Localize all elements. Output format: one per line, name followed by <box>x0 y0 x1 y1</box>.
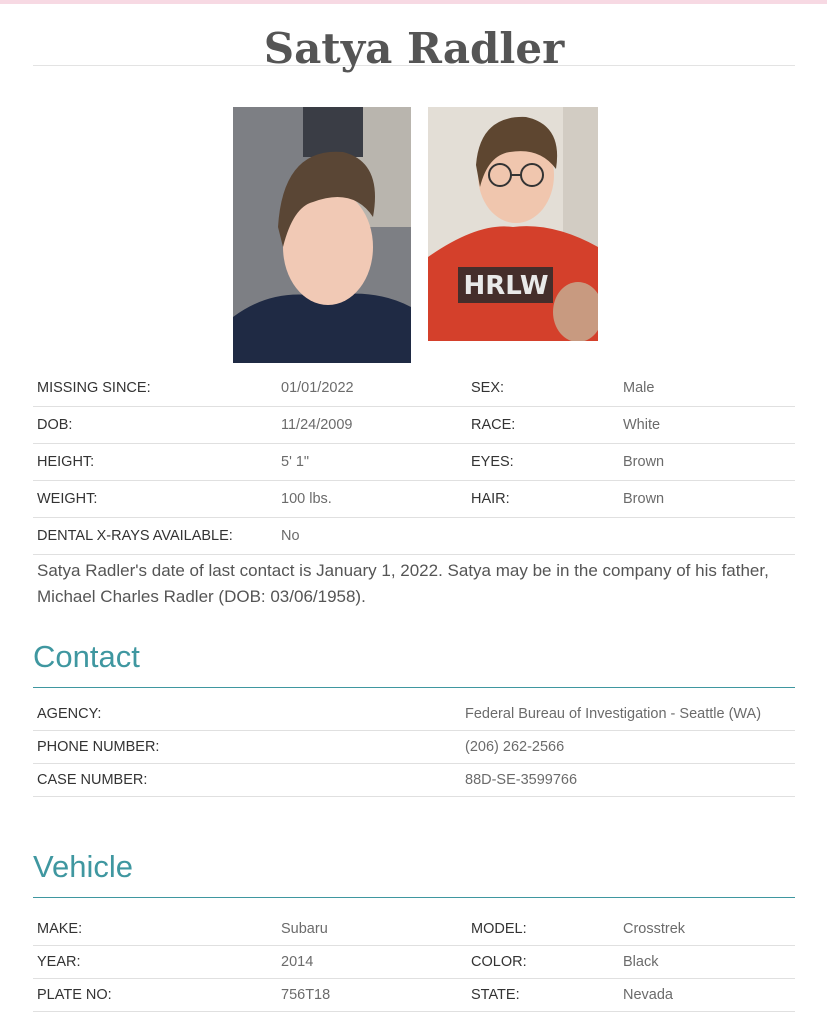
vehicle-heading: Vehicle <box>33 848 795 898</box>
contact-value: Federal Bureau of Investigation - Seattle (WA) <box>461 698 795 731</box>
vehicle-label: MAKE: <box>33 913 277 946</box>
detail-value: Brown <box>619 444 795 481</box>
contact-heading: Contact <box>33 638 795 688</box>
detail-label: MISSING SINCE: <box>33 370 277 407</box>
table-row <box>33 946 795 979</box>
vehicle-table <box>33 913 795 1012</box>
contact-label: CASE NUMBER: <box>33 764 461 797</box>
detail-label: HEIGHT: <box>33 444 277 481</box>
photo-1[interactable] <box>233 107 411 363</box>
contact-value: 88D-SE-3599766 <box>461 764 795 797</box>
detail-label: SEX: <box>467 370 619 407</box>
detail-label: WEIGHT: <box>33 481 277 518</box>
table-row <box>33 698 795 731</box>
vehicle-label: PLATE NO: <box>33 979 277 1012</box>
page-title: Satya Radler <box>33 0 795 66</box>
table-row <box>33 913 795 946</box>
detail-label <box>467 518 619 555</box>
table-row <box>33 764 795 797</box>
detail-value: No <box>277 518 467 555</box>
detail-label: DENTAL X-RAYS AVAILABLE: <box>33 518 277 555</box>
vehicle-label: MODEL: <box>467 913 619 946</box>
vehicle-label: YEAR: <box>33 946 277 979</box>
table-row <box>33 407 795 444</box>
table-row <box>33 979 795 1012</box>
detail-label: EYES: <box>467 444 619 481</box>
detail-value <box>619 518 795 555</box>
poster-container <box>33 0 795 1003</box>
vehicle-label: STATE: <box>467 979 619 1012</box>
table-row <box>33 481 795 518</box>
detail-label: DOB: <box>33 407 277 444</box>
detail-label: RACE: <box>467 407 619 444</box>
table-row <box>33 444 795 481</box>
detail-value: 11/24/2009 <box>277 407 467 444</box>
contact-label: AGENCY: <box>33 698 461 731</box>
vehicle-value: Crosstrek <box>619 913 795 946</box>
detail-value: 5' 1" <box>277 444 467 481</box>
contact-table <box>33 698 795 797</box>
detail-value: 100 lbs. <box>277 481 467 518</box>
contact-label: PHONE NUMBER: <box>33 731 461 764</box>
vehicle-value: 2014 <box>277 946 467 979</box>
vehicle-value: Nevada <box>619 979 795 1012</box>
table-row <box>33 731 795 764</box>
details-table <box>33 370 795 555</box>
shirt-print: HRLW <box>463 271 549 301</box>
vehicle-value: Subaru <box>277 913 467 946</box>
detail-value: Male <box>619 370 795 407</box>
vehicle-value: 756T18 <box>277 979 467 1012</box>
detail-label: HAIR: <box>467 481 619 518</box>
vehicle-label: COLOR: <box>467 946 619 979</box>
vehicle-value: Black <box>619 946 795 979</box>
detail-value: 01/01/2022 <box>277 370 467 407</box>
detail-value: Brown <box>619 481 795 518</box>
contact-value: (206) 262-2566 <box>461 731 795 764</box>
photo-2[interactable] <box>428 107 598 341</box>
table-row <box>33 370 795 407</box>
detail-value: White <box>619 407 795 444</box>
table-row <box>33 518 795 555</box>
case-description: Satya Radler's date of last contact is January 1, 2022. Satya may be in the company of his father, Michael Charles Radler (DOB: 03/06/1958). <box>37 561 769 606</box>
photo-gallery <box>233 107 613 365</box>
